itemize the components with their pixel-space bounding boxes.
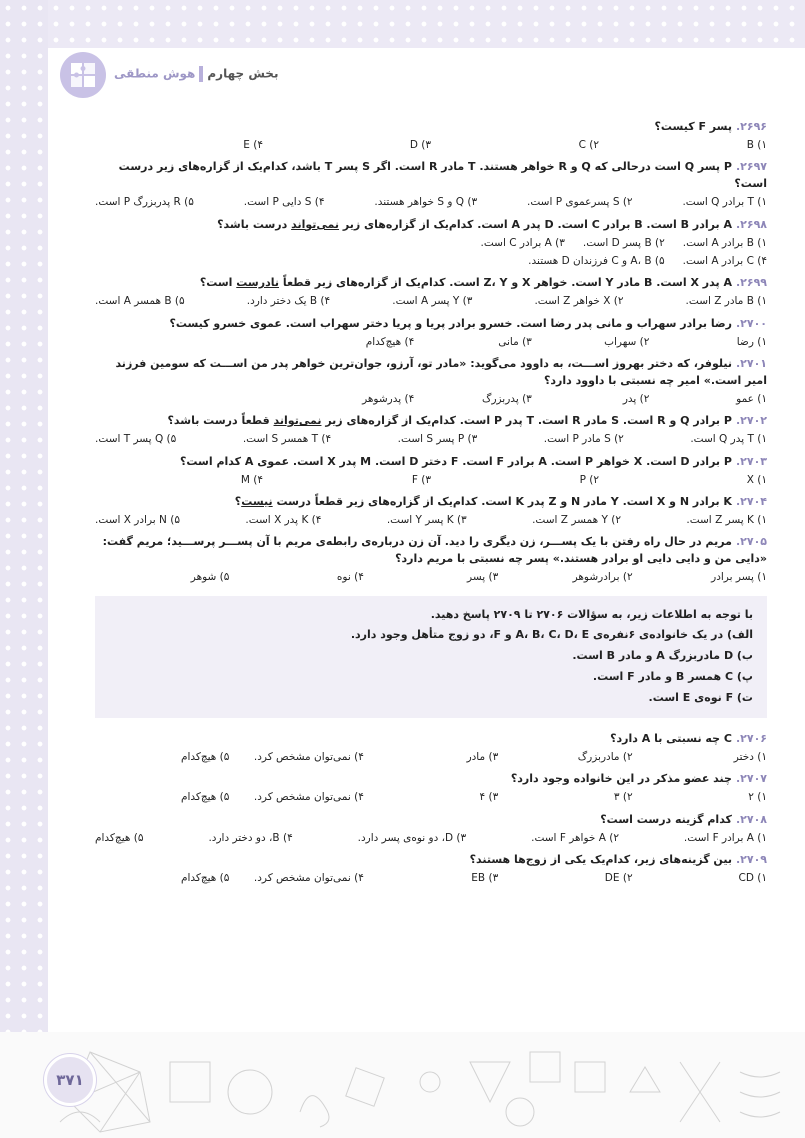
option[interactable]: ۳) D	[409, 139, 431, 152]
option[interactable]: ۳) K پسر Y است.	[386, 513, 467, 526]
option[interactable]: ۳) D، دو نوه‌ی پسر دارد.	[357, 831, 467, 844]
question-number: ۲۷۰۲.	[735, 414, 767, 428]
question-number: ۲۷۰۹.	[735, 852, 767, 866]
option[interactable]: ۴) B، دو دختر دارد.	[208, 831, 293, 844]
option[interactable]: ۳) مادر	[466, 751, 499, 764]
options	[95, 253, 767, 269]
options	[95, 235, 767, 251]
option[interactable]: ۱) T پدر Q است.	[690, 433, 767, 446]
option[interactable]: ۲) سهراب	[604, 335, 650, 348]
option[interactable]: ۴) K پدر X است.	[245, 513, 322, 526]
question-number: ۲۷۰۷.	[735, 772, 767, 786]
question-text: A پدر X است. B مادر Y است. خواهر X و Z، Y است. کدام‌یک از گزاره‌های زیر قطعاً	[282, 276, 732, 290]
options	[95, 137, 767, 153]
option[interactable]: ۵) هیچ‌کدام	[180, 751, 230, 764]
question-text: است؟	[199, 276, 233, 290]
question-text: مریم در حال راه رفتن با یک پســـر، زن دیگری را دید. آن زن درباره‌ی رابطه‌ی مریم با آن پســـر پرســـید؛ مریم گفت: «دایی من و دایی دایی او برادر هستند.» پسر چه نسبتی با مریم دارد؟	[102, 535, 767, 566]
option[interactable]: ۲) S پسرعموی P است.	[527, 196, 633, 209]
question-text: کدام گزینه درست است؟	[600, 812, 732, 826]
option[interactable]: ۲) برادرشوهر	[572, 571, 633, 584]
part-title: بخش چهارم	[207, 66, 279, 81]
question-text-underlined: نیست	[241, 494, 273, 508]
question-2698	[95, 216, 767, 270]
option[interactable]: ۱) K پسر Z است.	[686, 513, 767, 526]
divider	[199, 66, 203, 82]
option[interactable]: ۴) T همسر S است.	[242, 433, 332, 446]
questions-content	[95, 118, 767, 891]
option[interactable]: ۴) B یک دختر دارد.	[246, 295, 331, 308]
question-text: قطعاً درست باشد؟	[167, 414, 270, 428]
question-number: ۲۷۰۳.	[735, 454, 767, 468]
question-number: ۲۶۹۷.	[735, 160, 767, 174]
option[interactable]: ۵) هیچ‌کدام	[180, 791, 230, 804]
question-text: درست باشد؟	[217, 217, 288, 231]
option[interactable]: ۲) X خواهر Z است.	[534, 295, 624, 308]
option[interactable]: ۱) پسر برادر	[711, 571, 767, 584]
option[interactable]: ۴) S دایی P است.	[243, 196, 325, 209]
question-text: چند عضو مذکر در این خانواده وجود دارد؟	[510, 772, 732, 786]
option[interactable]: ۳) ۴	[479, 791, 499, 804]
option[interactable]: ۳) Q و S خواهر هستند.	[374, 196, 478, 209]
options	[297, 391, 767, 407]
option[interactable]: ۴) نمی‌توان مشخص کرد.	[253, 871, 364, 884]
question-2705	[95, 533, 767, 585]
option[interactable]: ۴) هیچ‌کدام	[365, 335, 415, 348]
option[interactable]: ۵) B همسر A است.	[95, 295, 185, 308]
options	[297, 334, 767, 350]
info-line: پ) C همسر B و مادر F است.	[592, 670, 753, 684]
option[interactable]: ۲) پدر	[622, 392, 650, 405]
option[interactable]: ۴) C برادر A است.	[682, 254, 767, 267]
question-2696	[95, 118, 767, 153]
question-text: C چه نسبتی با A دارد؟	[610, 731, 732, 745]
option[interactable]: ۳) A برادر C است.	[480, 236, 565, 249]
option[interactable]: ۴) پدرشوهر	[362, 392, 415, 405]
option[interactable]: ۲) ۳	[613, 791, 633, 804]
options	[95, 830, 767, 846]
question-2707	[95, 770, 767, 805]
question-number: ۲۷۰۶.	[735, 731, 767, 745]
question-text: P برادر D است. X خواهر P است. A برادر F است. F دختر D است. M پدر X است. عموی A کدام است؟	[180, 454, 732, 468]
options	[95, 870, 767, 886]
option[interactable]: ۱) B مادر Z است.	[685, 295, 767, 308]
question-2701	[95, 355, 767, 407]
page-number: ۳۷۱	[44, 1054, 96, 1106]
puzzle-icon	[60, 52, 106, 98]
option[interactable]: ۴) نوه	[336, 571, 364, 584]
info-line: ب) D مادربزرگ A و مادر B است.	[572, 649, 753, 663]
option[interactable]: ۵) A، B و C فرزندان D هستند.	[528, 254, 665, 267]
option[interactable]: ۱) A برادر F است.	[683, 831, 767, 844]
question-text-underlined: نمی‌تواند	[273, 414, 322, 428]
question-text-underlined: نمی‌تواند	[291, 217, 340, 231]
options	[95, 194, 767, 210]
options	[95, 512, 767, 528]
option[interactable]: ۳) P پسر S است.	[397, 433, 478, 446]
question-text: P برادر Q و R است. S مادر R است. T پدر P است. کدام‌یک از گزاره‌های زیر	[325, 414, 732, 428]
option[interactable]: ۱) ۲	[748, 791, 767, 804]
question-2706	[95, 730, 767, 765]
option[interactable]: ۱) B	[746, 139, 767, 152]
option[interactable]: ۲) A خواهر F است.	[531, 831, 619, 844]
doodle-pattern-icon	[0, 1032, 805, 1138]
question-2700	[95, 315, 767, 350]
question-text: بین گزینه‌های زیر، کدام‌یک یکی از زوج‌ها هستند؟	[469, 852, 732, 866]
options	[95, 293, 767, 309]
question-2708	[95, 811, 767, 846]
question-2702	[95, 412, 767, 447]
question-text: K برادر N و X است. Y مادر N و Z پدر K است. کدام‌یک از گزاره‌های زیر قطعاً درست	[276, 494, 732, 508]
option[interactable]: ۱) CD	[738, 871, 767, 884]
option[interactable]: ۱) عمو	[736, 392, 767, 405]
info-intro: با توجه به اطلاعات زیر، به سؤالات ۲۷۰۶ تا ۲۷۰۹ پاسخ دهید.	[430, 607, 753, 621]
option[interactable]: ۵) R پدربزرگ P است.	[95, 196, 194, 209]
question-number: ۲۷۰۱.	[735, 356, 767, 370]
question-number: ۲۶۹۹.	[735, 276, 767, 290]
options	[95, 431, 767, 447]
option[interactable]: ۲) P	[579, 473, 599, 486]
option[interactable]: ۳) پدربزرگ	[482, 392, 532, 405]
option[interactable]: ۲) B پسر D است.	[582, 236, 665, 249]
info-box	[95, 596, 767, 718]
side-decor	[0, 0, 48, 1138]
option[interactable]: ۲) S مادر P است.	[543, 433, 624, 446]
question-number: ۲۷۰۴.	[735, 494, 767, 508]
info-line: الف) در یک خانواده‌ی ۶نفره‌ی A، B، C، D، E و F، دو زوج متأهل وجود دارد.	[350, 628, 753, 642]
option[interactable]: ۵) شوهر	[190, 571, 230, 584]
option[interactable]: ۲) Y همسر Z است.	[532, 513, 621, 526]
question-2703	[95, 453, 767, 488]
options	[95, 749, 767, 765]
question-number: ۲۷۰۵.	[735, 535, 767, 549]
question-number: ۲۷۰۸.	[735, 812, 767, 826]
option[interactable]: ۵) هیچ‌کدام	[95, 831, 144, 844]
question-number: ۲۶۹۶.	[735, 120, 767, 133]
option[interactable]: ۴) نمی‌توان مشخص کرد.	[253, 791, 364, 804]
option[interactable]: ۱) B برادر A است.	[682, 236, 767, 249]
options	[95, 569, 767, 585]
question-text: رضا برادر سهراب و مانی پدر رضا است. خسرو برادر پریا و پریا دختر سهراب است. عموی خسرو کیست؟	[169, 316, 732, 330]
option[interactable]: ۳) پسر	[467, 571, 499, 584]
section-label	[114, 66, 278, 82]
option[interactable]: ۳) Y پسر A است.	[392, 295, 473, 308]
option[interactable]: ۳) EB	[471, 871, 499, 884]
option[interactable]: ۳) F	[411, 473, 431, 486]
question-text-underlined: نادرست	[236, 276, 279, 290]
option[interactable]: ۴) نمی‌توان مشخص کرد.	[253, 751, 364, 764]
question-number: ۲۶۹۸.	[735, 217, 767, 231]
option[interactable]: ۵) هیچ‌کدام	[180, 871, 230, 884]
question-text: ؟	[234, 494, 242, 508]
footer-decor	[0, 1032, 805, 1138]
option[interactable]: ۲) مادربزرگ	[577, 751, 633, 764]
question-2697	[95, 158, 767, 210]
question-2699	[95, 274, 767, 309]
question-text: A برادر B است. B برادر C است. D پدر A است. کدام‌یک از گزاره‌های زیر	[342, 217, 732, 231]
option[interactable]: ۲) C	[578, 139, 599, 152]
question-number: ۲۷۰۰.	[735, 316, 767, 330]
option[interactable]: ۳) مانی	[498, 335, 532, 348]
option[interactable]: ۴) M	[240, 473, 263, 486]
question-text: P پسر Q است درحالی که Q و R خواهر هستند. T مادر R است. اگر S پسر T باشد، کدام‌یک از گزاره‌های زیر درست است؟	[118, 160, 767, 191]
info-line: ت) F نوه‌ی E است.	[648, 691, 753, 705]
question-text: نیلوفر، که دختر بهروز اســـت، به داوود می‌گوید: «مادر تو، آرزو، جوان‌ترین خواهر پدر من اســـت که سومین فرزند امیر است.» امیر چه نسبتی با داوود دارد؟	[115, 356, 767, 387]
question-2704	[95, 493, 767, 528]
option[interactable]: ۱) رضا	[736, 335, 767, 348]
options	[95, 789, 767, 805]
option[interactable]: ۱) دختر	[733, 751, 767, 764]
options	[95, 472, 767, 488]
brand-title: هوش منطقی	[114, 66, 196, 81]
option[interactable]: ۱) X	[746, 473, 767, 486]
option[interactable]: ۵) N برادر X است.	[95, 513, 180, 526]
page-header	[60, 52, 280, 100]
option[interactable]: ۴) E	[243, 139, 263, 152]
option[interactable]: ۲) DE	[604, 871, 633, 884]
option[interactable]: ۱) T برادر Q است.	[682, 196, 767, 209]
question-2709	[95, 851, 767, 886]
option[interactable]: ۵) Q پسر T است.	[95, 433, 177, 446]
question-text: پسر F کیست؟	[654, 120, 732, 133]
top-decor	[0, 0, 805, 48]
